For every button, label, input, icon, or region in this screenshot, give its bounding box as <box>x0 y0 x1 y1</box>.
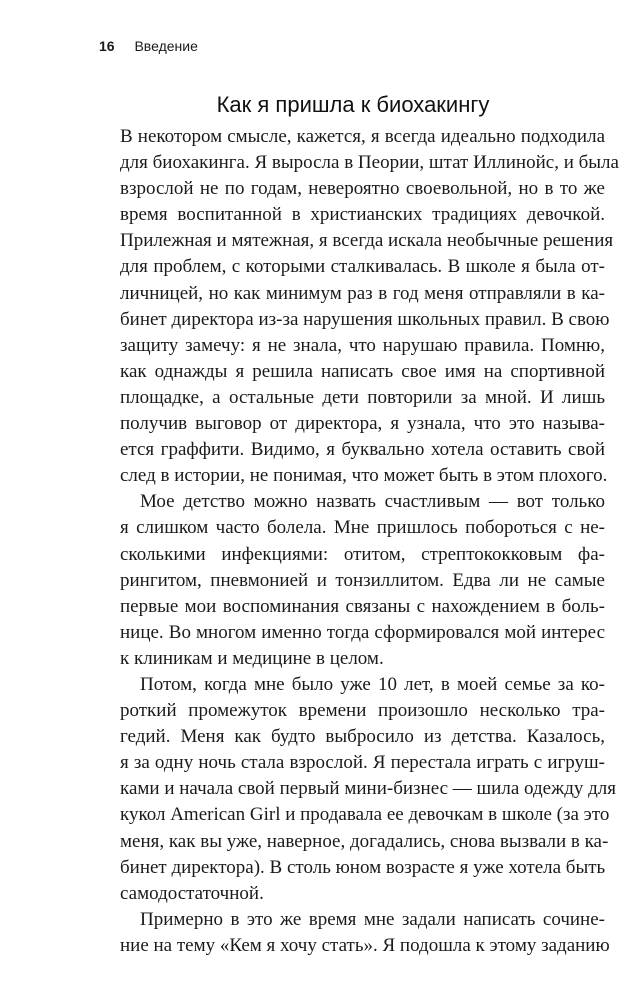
section-title: Введение <box>134 38 198 54</box>
paragraph <box>120 672 616 907</box>
text-line: я за одну ночь стала взрослой. Я перестала играть с игруш- <box>120 752 605 774</box>
text-line: первые мои воспоминания связаны с нахождением в боль- <box>120 595 605 617</box>
text-line: ется граффити. Видимо, я буквально хотела оставить свой <box>120 439 605 461</box>
text-line: для проблем, с которыми сталкивалась. В школе я была от- <box>120 256 605 278</box>
text-line: роткий промежуток времени произошло несколько тра- <box>120 700 605 722</box>
text-line: взрослой не по годам, невероятно своевольной, но в то же <box>120 178 605 200</box>
text-line: площадке, а остальные дети повторили за мной. И лишь <box>120 386 605 408</box>
running-head <box>99 38 198 54</box>
text-line: ками и начала свой первый мини-бизнес — шила одежду для <box>120 778 616 800</box>
body-text <box>120 124 619 959</box>
text-line: бинет директора). В столь юном возрасте я уже хотела быть <box>120 856 606 878</box>
text-line: рингитом, пневмонией и тонзиллитом. Едва ли не самые <box>120 569 605 591</box>
text-line: я слишком часто болела. Мне пришлось побороться с не- <box>120 517 605 539</box>
paragraph <box>120 124 619 489</box>
text-line: как однажды я решила написать свое имя на спортивной <box>120 360 605 382</box>
text-line: бинет директора из-за нарушения школьных правил. В свою <box>120 308 610 330</box>
text-line: для биохакинга. Я выросла в Пеории, штат Иллинойс, и была <box>120 152 619 174</box>
text-line: ние на тему «Кем я хочу стать». Я подошла к этому заданию <box>120 934 610 956</box>
text-line: Потом, когда мне было уже 10 лет, в моей семье за ко- <box>140 673 605 695</box>
chapter-title: Как я пришла к биохакингу <box>216 92 490 117</box>
paragraph <box>120 489 605 672</box>
text-line: время воспитанной в христианских традициях девочкой. <box>120 204 605 226</box>
text-line: личницей, но как минимум раз в год меня отправляли в ка- <box>120 282 605 304</box>
text-line: сколькими инфекциями: отитом, стрептококковым фа- <box>120 543 605 565</box>
text-line: самодостаточной. <box>120 882 264 904</box>
text-line: получив выговор от директора, я узнала, что это называ- <box>120 413 605 435</box>
text-line: Прилежная и мятежная, я всегда искала необычные решения <box>120 230 614 252</box>
paragraph <box>120 907 610 959</box>
text-line: к клиникам и медицине в целом. <box>120 647 384 669</box>
text-line: след в истории, не понимая, что может быть в этом плохого. <box>120 465 608 487</box>
page-number: 16 <box>99 38 115 54</box>
text-line: кукол American Girl и продавала ее девочкам в школе (за это <box>120 804 610 826</box>
text-line: гедий. Меня как будто выбросило из детства. Казалось, <box>120 726 605 748</box>
text-line: Примерно в это же время мне задали написать сочине- <box>140 908 605 930</box>
text-line: защиту замечу: я не знала, что нарушаю правила. Помню, <box>120 334 605 356</box>
text-line: В некотором смысле, кажется, я всегда идеально подходила <box>120 126 605 147</box>
text-line: нице. Во многом именно тогда сформировался мой интерес <box>120 621 605 643</box>
text-line: меня, как вы уже, наверное, догадались, снова вызвали в ка- <box>120 830 609 852</box>
text-line: Мое детство можно назвать счастливым — вот только <box>140 491 605 513</box>
